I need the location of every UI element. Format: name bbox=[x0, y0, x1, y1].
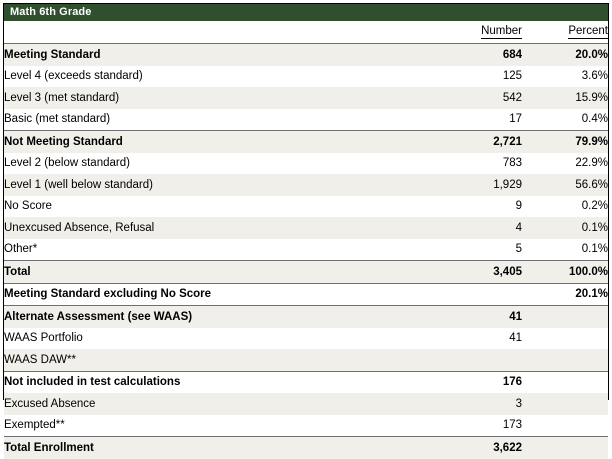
row-number: 783 bbox=[502, 157, 522, 170]
row-percent: 20.1% bbox=[522, 283, 608, 306]
row-number: 41 bbox=[412, 306, 522, 328]
row-percent: 15.9% bbox=[575, 91, 608, 104]
row-label: Level 3 (met standard) bbox=[4, 91, 120, 104]
table-row bbox=[4, 393, 608, 415]
row-percent: 100.0% bbox=[522, 261, 608, 284]
table-row bbox=[4, 174, 608, 196]
row-label: Meeting Standard excluding No Score bbox=[4, 283, 412, 306]
table-row bbox=[4, 239, 608, 261]
row-percent: 20.0% bbox=[522, 44, 608, 66]
report-title: Math 6th Grade bbox=[4, 4, 608, 21]
table-row bbox=[4, 87, 608, 109]
row-label: Exempted** bbox=[4, 419, 65, 432]
row-number: 176 bbox=[412, 371, 522, 393]
row-label: WAAS Portfolio bbox=[4, 332, 83, 345]
row-percent: 3.6% bbox=[581, 70, 608, 83]
table-row bbox=[4, 131, 608, 153]
row-percent bbox=[522, 437, 608, 459]
row-percent bbox=[522, 306, 608, 328]
table-row bbox=[4, 153, 608, 175]
table-row bbox=[4, 261, 608, 284]
row-label: Other* bbox=[4, 243, 38, 256]
row-label: Not included in test calculations bbox=[4, 371, 412, 393]
row-label: Level 1 (well below standard) bbox=[4, 178, 153, 191]
row-percent bbox=[522, 349, 608, 371]
row-number: 17 bbox=[509, 113, 522, 126]
row-number bbox=[412, 349, 522, 371]
table-row bbox=[4, 328, 608, 350]
row-percent: 79.9% bbox=[522, 131, 608, 153]
row-label: Not Meeting Standard bbox=[4, 131, 412, 153]
table-row bbox=[4, 349, 608, 371]
row-label: Meeting Standard bbox=[4, 44, 412, 66]
table-row bbox=[4, 437, 608, 459]
row-label: Total Enrollment bbox=[4, 437, 412, 459]
table-body bbox=[4, 44, 608, 459]
row-number: 41 bbox=[509, 332, 522, 345]
table-row bbox=[4, 371, 608, 393]
row-percent bbox=[522, 371, 608, 393]
row-label: Level 2 (below standard) bbox=[4, 157, 130, 170]
row-number: 1,929 bbox=[493, 178, 522, 191]
table-row bbox=[4, 44, 608, 66]
column-header-percent-text: Percent bbox=[568, 25, 608, 37]
row-label: WAAS DAW** bbox=[4, 353, 76, 366]
table-row bbox=[4, 306, 608, 328]
row-number: 3,622 bbox=[412, 437, 522, 459]
row-percent: 22.9% bbox=[575, 157, 608, 170]
report-panel bbox=[3, 3, 609, 454]
table-header bbox=[4, 21, 608, 44]
row-label: Alternate Assessment (see WAAS) bbox=[4, 306, 412, 328]
table-row bbox=[4, 217, 608, 239]
table-row bbox=[4, 196, 608, 218]
row-number: 3 bbox=[515, 397, 522, 410]
row-number: 3,405 bbox=[412, 261, 522, 284]
column-header-number-text: Number bbox=[481, 25, 522, 37]
row-percent bbox=[522, 415, 608, 437]
row-label: Excused Absence bbox=[4, 397, 96, 410]
row-percent bbox=[522, 328, 608, 350]
column-header-number bbox=[412, 21, 522, 44]
row-number: 4 bbox=[515, 221, 522, 234]
table-row bbox=[4, 415, 608, 437]
assessment-results-table bbox=[4, 21, 608, 459]
table-row bbox=[4, 66, 608, 88]
row-label: No Score bbox=[4, 200, 52, 213]
row-label: Level 4 (exceeds standard) bbox=[4, 70, 143, 83]
table-row bbox=[4, 109, 608, 131]
row-number: 2,721 bbox=[412, 131, 522, 153]
column-header-percent bbox=[522, 21, 608, 44]
row-number bbox=[412, 283, 522, 306]
row-label: Total bbox=[4, 261, 412, 284]
row-number: 173 bbox=[502, 419, 522, 432]
row-number: 684 bbox=[412, 44, 522, 66]
column-header-label bbox=[4, 21, 412, 44]
row-label: Basic (met standard) bbox=[4, 113, 111, 126]
row-percent: 0.2% bbox=[581, 200, 608, 213]
row-number: 9 bbox=[515, 200, 522, 213]
table-row bbox=[4, 283, 608, 306]
row-number: 125 bbox=[502, 70, 522, 83]
row-percent: 0.1% bbox=[581, 243, 608, 256]
row-percent: 0.1% bbox=[581, 221, 608, 234]
row-number: 5 bbox=[515, 243, 522, 256]
row-percent bbox=[522, 393, 608, 415]
row-label: Unexcused Absence, Refusal bbox=[4, 221, 155, 234]
row-percent: 56.6% bbox=[575, 178, 608, 191]
row-number: 542 bbox=[502, 91, 522, 104]
row-percent: 0.4% bbox=[581, 113, 608, 126]
table-header-row bbox=[4, 21, 608, 44]
